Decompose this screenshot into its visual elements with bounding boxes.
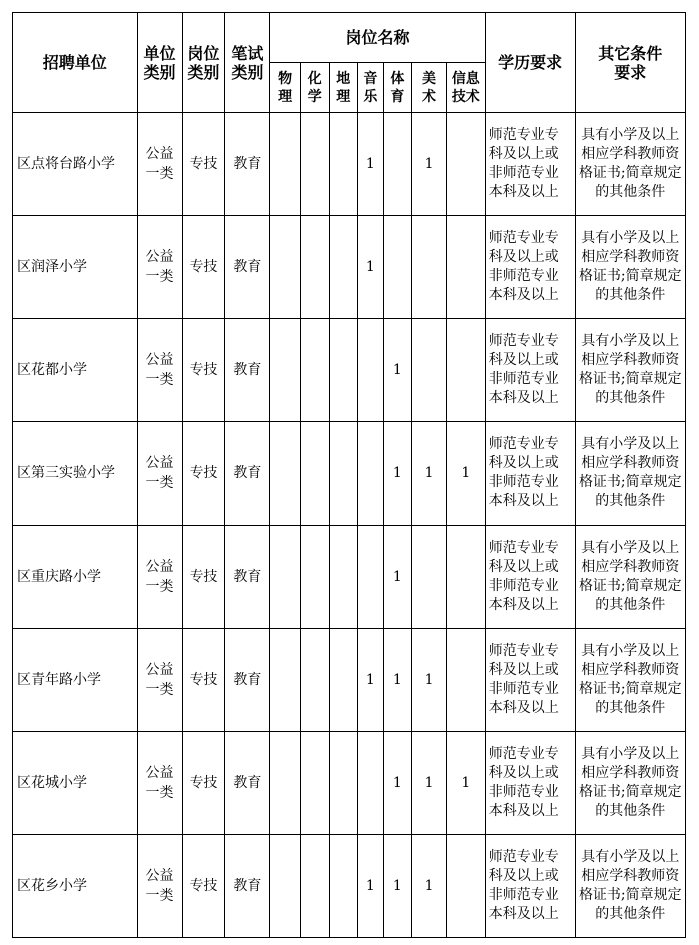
subject-count-cell (412, 319, 447, 422)
post-type-cell: 专技 (182, 216, 225, 319)
header-subject-6: 信息 技术 (446, 63, 485, 113)
exam-type-cell: 教育 (225, 731, 270, 834)
education-cell: 师范专业专科及以上或非师范专业本科及以上 (485, 731, 575, 834)
subject-count-cell (270, 422, 301, 525)
subject-count-cell: 1 (412, 731, 447, 834)
exam-type-cell: 教育 (225, 113, 270, 216)
table-row (13, 628, 686, 731)
subject-count-cell: 1 (358, 628, 384, 731)
unit-type-cell: 公益 一类 (137, 319, 182, 422)
unit-type-cell: 公益 一类 (137, 216, 182, 319)
table-row (13, 319, 686, 422)
post-type-cell: 专技 (182, 834, 225, 937)
subject-count-cell (329, 834, 358, 937)
table-row (13, 216, 686, 319)
unit-cell: 区第三实验小学 (13, 422, 138, 525)
exam-type-cell: 教育 (225, 319, 270, 422)
subject-count-cell: 1 (412, 422, 447, 525)
unit-cell: 区青年路小学 (13, 628, 138, 731)
subject-count-cell (270, 731, 301, 834)
post-type-cell: 专技 (182, 319, 225, 422)
unit-type-cell: 公益 一类 (137, 525, 182, 628)
subject-count-cell (329, 422, 358, 525)
subject-count-cell (383, 113, 412, 216)
subject-count-cell (412, 216, 447, 319)
post-type-cell: 专技 (182, 731, 225, 834)
subject-count-cell (446, 834, 485, 937)
table-row (13, 113, 686, 216)
post-type-cell: 专技 (182, 628, 225, 731)
subject-count-cell (358, 319, 384, 422)
subject-count-cell (300, 628, 329, 731)
other-condition-cell: 具有小学及以上相应学科教师资格证书;简章规定的其他条件 (575, 834, 685, 937)
subject-count-cell: 1 (446, 731, 485, 834)
subject-count-cell: 1 (383, 422, 412, 525)
subject-count-cell (329, 113, 358, 216)
unit-type-cell: 公益 一类 (137, 731, 182, 834)
header-post-name: 岗位名称 (270, 13, 485, 63)
header-subject-1: 化 学 (300, 63, 329, 113)
subject-count-cell (270, 319, 301, 422)
subject-count-cell: 1 (383, 731, 412, 834)
subject-count-cell (446, 525, 485, 628)
subject-count-cell (270, 525, 301, 628)
subject-count-cell (412, 525, 447, 628)
subject-count-cell (358, 525, 384, 628)
other-condition-cell: 具有小学及以上相应学科教师资格证书;简章规定的其他条件 (575, 216, 685, 319)
subject-count-cell (446, 113, 485, 216)
subject-count-cell (383, 216, 412, 319)
education-cell: 师范专业专科及以上或非师范专业本科及以上 (485, 628, 575, 731)
exam-type-cell: 教育 (225, 216, 270, 319)
education-cell: 师范专业专科及以上或非师范专业本科及以上 (485, 113, 575, 216)
subject-count-cell: 1 (383, 834, 412, 937)
other-condition-cell: 具有小学及以上相应学科教师资格证书;简章规定的其他条件 (575, 525, 685, 628)
header-subject-4: 体 育 (383, 63, 412, 113)
subject-count-cell (300, 216, 329, 319)
education-cell: 师范专业专科及以上或非师范专业本科及以上 (485, 834, 575, 937)
exam-type-cell: 教育 (225, 525, 270, 628)
subject-count-cell (358, 422, 384, 525)
subject-count-cell: 1 (383, 525, 412, 628)
header-post-type: 岗位 类别 (182, 13, 225, 113)
subject-count-cell (446, 628, 485, 731)
subject-count-cell: 1 (412, 834, 447, 937)
education-cell: 师范专业专科及以上或非师范专业本科及以上 (485, 422, 575, 525)
header-education: 学历要求 (485, 13, 575, 113)
education-cell: 师范专业专科及以上或非师范专业本科及以上 (485, 319, 575, 422)
subject-count-cell (270, 113, 301, 216)
subject-count-cell (300, 113, 329, 216)
other-condition-cell: 具有小学及以上相应学科教师资格证书;简章规定的其他条件 (575, 628, 685, 731)
subject-count-cell: 1 (446, 422, 485, 525)
subject-count-cell: 1 (358, 113, 384, 216)
header-subject-3: 音 乐 (358, 63, 384, 113)
subject-count-cell (300, 525, 329, 628)
other-condition-cell: 具有小学及以上相应学科教师资格证书;简章规定的其他条件 (575, 422, 685, 525)
subject-count-cell (300, 834, 329, 937)
header-subject-5: 美 术 (412, 63, 447, 113)
subject-count-cell (329, 319, 358, 422)
exam-type-cell: 教育 (225, 628, 270, 731)
unit-type-cell: 公益 一类 (137, 628, 182, 731)
table-row (13, 525, 686, 628)
other-condition-cell: 具有小学及以上相应学科教师资格证书;简章规定的其他条件 (575, 731, 685, 834)
subject-count-cell (300, 731, 329, 834)
exam-type-cell: 教育 (225, 422, 270, 525)
subject-count-cell (270, 216, 301, 319)
subject-count-cell (329, 731, 358, 834)
unit-type-cell: 公益 一类 (137, 422, 182, 525)
subject-count-cell: 1 (412, 113, 447, 216)
unit-cell: 区润泽小学 (13, 216, 138, 319)
unit-cell: 区重庆路小学 (13, 525, 138, 628)
subject-count-cell (300, 319, 329, 422)
unit-cell: 区花城小学 (13, 731, 138, 834)
subject-count-cell (446, 319, 485, 422)
unit-type-cell: 公益 一类 (137, 113, 182, 216)
header-unit-type: 单位 类别 (137, 13, 182, 113)
education-cell: 师范专业专科及以上或非师范专业本科及以上 (485, 216, 575, 319)
unit-cell: 区花乡小学 (13, 834, 138, 937)
post-type-cell: 专技 (182, 113, 225, 216)
table-row (13, 834, 686, 937)
header-unit: 招聘单位 (13, 13, 138, 113)
subject-count-cell (329, 628, 358, 731)
header-other: 其它条件 要求 (575, 13, 685, 113)
subject-count-cell (446, 216, 485, 319)
subject-count-cell (358, 731, 384, 834)
unit-cell: 区花都小学 (13, 319, 138, 422)
subject-count-cell (270, 834, 301, 937)
other-condition-cell: 具有小学及以上相应学科教师资格证书;简章规定的其他条件 (575, 319, 685, 422)
unit-cell: 区点将台路小学 (13, 113, 138, 216)
subject-count-cell: 1 (358, 834, 384, 937)
header-subject-0: 物 理 (270, 63, 301, 113)
exam-type-cell: 教育 (225, 834, 270, 937)
recruitment-table (12, 12, 686, 938)
table-row (13, 731, 686, 834)
education-cell: 师范专业专科及以上或非师范专业本科及以上 (485, 525, 575, 628)
subject-count-cell (300, 422, 329, 525)
subject-count-cell: 1 (358, 216, 384, 319)
subject-count-cell (329, 525, 358, 628)
unit-type-cell: 公益 一类 (137, 834, 182, 937)
subject-count-cell (270, 628, 301, 731)
table-row (13, 422, 686, 525)
header-exam-type: 笔试 类别 (225, 13, 270, 113)
subject-count-cell: 1 (383, 319, 412, 422)
header-subject-2: 地 理 (329, 63, 358, 113)
other-condition-cell: 具有小学及以上相应学科教师资格证书;简章规定的其他条件 (575, 113, 685, 216)
subject-count-cell: 1 (412, 628, 447, 731)
post-type-cell: 专技 (182, 525, 225, 628)
subject-count-cell (329, 216, 358, 319)
subject-count-cell: 1 (383, 628, 412, 731)
post-type-cell: 专技 (182, 422, 225, 525)
